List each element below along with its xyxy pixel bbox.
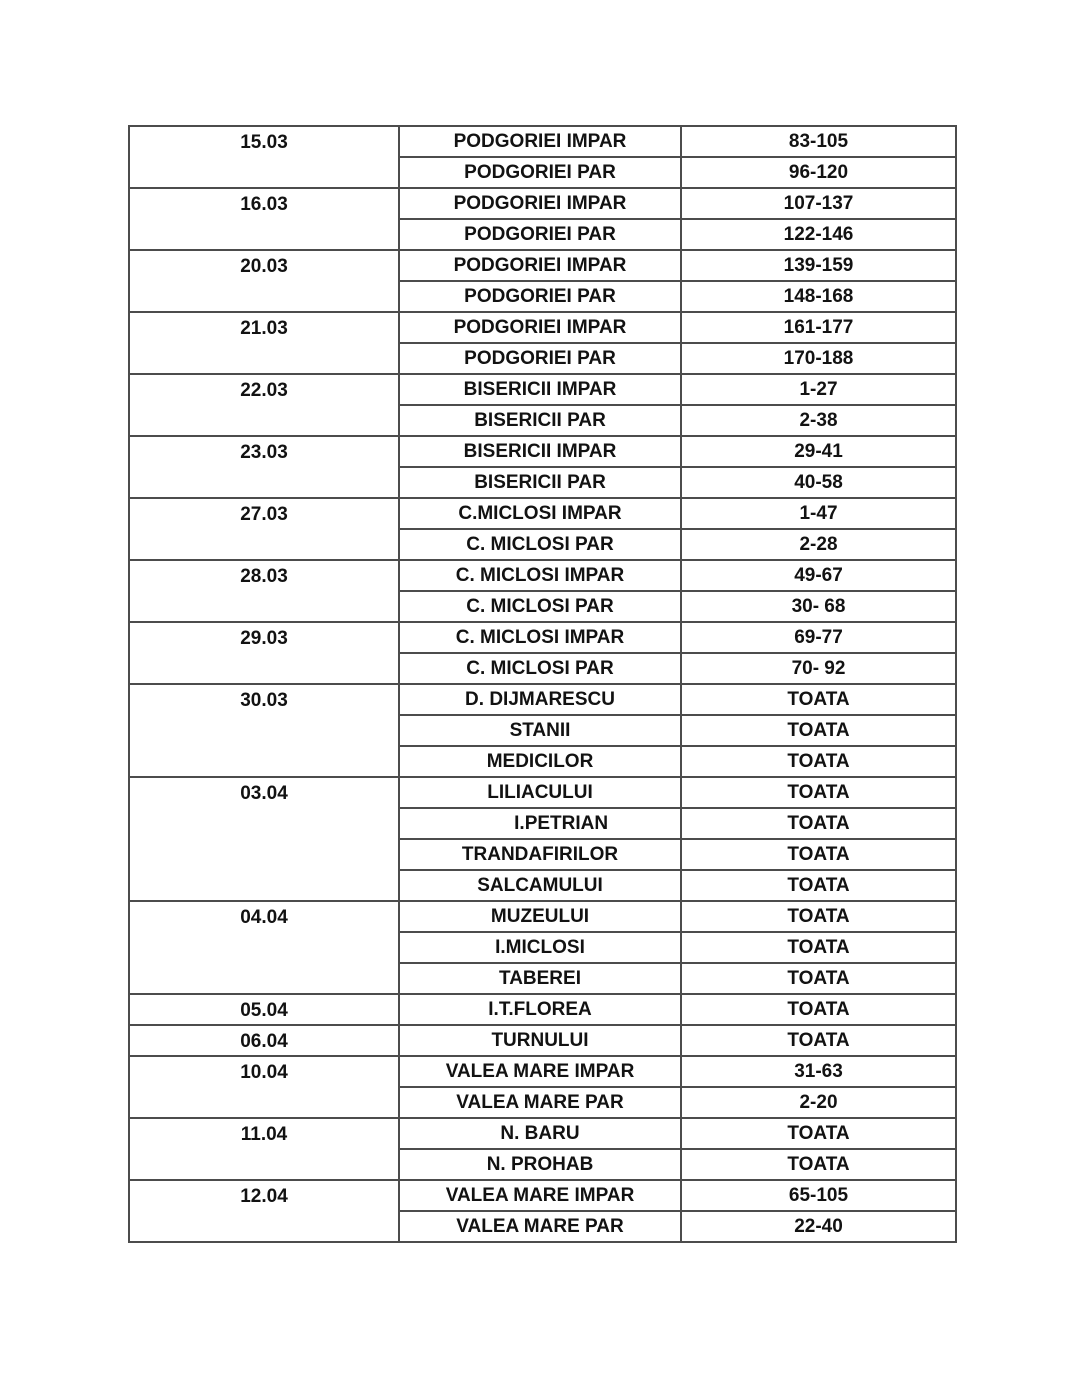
street-cell: PODGORIEI IMPAR: [399, 126, 681, 157]
street-cell: PODGORIEI PAR: [399, 343, 681, 374]
range-cell: TOATA: [681, 839, 956, 870]
street-cell: N. BARU: [399, 1118, 681, 1149]
date-cell: 21.03: [129, 312, 399, 374]
table-row: [129, 622, 956, 653]
range-cell: 31-63: [681, 1056, 956, 1087]
table-row: [129, 1118, 956, 1149]
range-cell: 107-137: [681, 188, 956, 219]
table-row: [129, 684, 956, 715]
street-cell: C. MICLOSI PAR: [399, 653, 681, 684]
table-row: [129, 188, 956, 219]
street-cell: PODGORIEI IMPAR: [399, 188, 681, 219]
date-cell: 29.03: [129, 622, 399, 684]
range-cell: 161-177: [681, 312, 956, 343]
street-cell: TABEREI: [399, 963, 681, 994]
range-cell: 83-105: [681, 126, 956, 157]
street-cell: LILIACULUI: [399, 777, 681, 808]
street-cell: C. MICLOSI PAR: [399, 591, 681, 622]
date-cell: 22.03: [129, 374, 399, 436]
range-cell: TOATA: [681, 1025, 956, 1056]
street-cell: VALEA MARE PAR: [399, 1087, 681, 1118]
street-cell: TRANDAFIRILOR: [399, 839, 681, 870]
range-cell: 96-120: [681, 157, 956, 188]
date-cell: 27.03: [129, 498, 399, 560]
street-cell: I.MICLOSI: [399, 932, 681, 963]
date-cell: 12.04: [129, 1180, 399, 1242]
date-cell: 30.03: [129, 684, 399, 777]
street-cell: MEDICILOR: [399, 746, 681, 777]
range-cell: TOATA: [681, 932, 956, 963]
date-cell: 05.04: [129, 994, 399, 1025]
street-cell: MUZEULUI: [399, 901, 681, 932]
range-cell: TOATA: [681, 870, 956, 901]
street-cell: C. MICLOSI IMPAR: [399, 560, 681, 591]
street-cell: PODGORIEI PAR: [399, 219, 681, 250]
street-cell: BISERICII PAR: [399, 467, 681, 498]
street-cell: BISERICII IMPAR: [399, 374, 681, 405]
date-cell: 06.04: [129, 1025, 399, 1056]
street-cell: TURNULUI: [399, 1025, 681, 1056]
street-cell: C. MICLOSI PAR: [399, 529, 681, 560]
table-row: [129, 1056, 956, 1087]
date-cell: 28.03: [129, 560, 399, 622]
range-cell: TOATA: [681, 777, 956, 808]
schedule-table-body: [129, 126, 956, 1242]
street-cell: D. DIJMARESCU: [399, 684, 681, 715]
table-row: [129, 374, 956, 405]
street-cell: N. PROHAB: [399, 1149, 681, 1180]
street-cell: VALEA MARE IMPAR: [399, 1056, 681, 1087]
range-cell: 1-47: [681, 498, 956, 529]
range-cell: TOATA: [681, 963, 956, 994]
date-cell: 16.03: [129, 188, 399, 250]
range-cell: 29-41: [681, 436, 956, 467]
street-cell: PODGORIEI PAR: [399, 281, 681, 312]
table-row: [129, 1180, 956, 1211]
table-row: [129, 901, 956, 932]
street-cell: BISERICII IMPAR: [399, 436, 681, 467]
street-cell: I.PETRIAN: [399, 808, 681, 839]
range-cell: 122-146: [681, 219, 956, 250]
range-cell: 139-159: [681, 250, 956, 281]
street-cell: VALEA MARE IMPAR: [399, 1180, 681, 1211]
range-cell: 30- 68: [681, 591, 956, 622]
street-cell: BISERICII PAR: [399, 405, 681, 436]
range-cell: TOATA: [681, 746, 956, 777]
date-cell: 11.04: [129, 1118, 399, 1180]
date-cell: 23.03: [129, 436, 399, 498]
street-cell: VALEA MARE PAR: [399, 1211, 681, 1242]
range-cell: 2-28: [681, 529, 956, 560]
range-cell: TOATA: [681, 994, 956, 1025]
table-row: [129, 777, 956, 808]
range-cell: 49-67: [681, 560, 956, 591]
date-cell: 15.03: [129, 126, 399, 188]
range-cell: 65-105: [681, 1180, 956, 1211]
street-cell: C.MICLOSI IMPAR: [399, 498, 681, 529]
street-cell: STANII: [399, 715, 681, 746]
date-cell: 10.04: [129, 1056, 399, 1118]
table-row: [129, 560, 956, 591]
range-cell: TOATA: [681, 715, 956, 746]
range-cell: 70- 92: [681, 653, 956, 684]
street-cell: PODGORIEI IMPAR: [399, 312, 681, 343]
date-cell: 04.04: [129, 901, 399, 994]
street-cell: PODGORIEI PAR: [399, 157, 681, 188]
street-cell: PODGORIEI IMPAR: [399, 250, 681, 281]
street-cell: SALCAMULUI: [399, 870, 681, 901]
table-row: [129, 436, 956, 467]
table-row: [129, 250, 956, 281]
street-cell: I.T.FLOREA: [399, 994, 681, 1025]
table-row: [129, 994, 956, 1025]
range-cell: TOATA: [681, 1149, 956, 1180]
range-cell: 69-77: [681, 622, 956, 653]
range-cell: TOATA: [681, 1118, 956, 1149]
date-cell: 03.04: [129, 777, 399, 901]
table-row: [129, 312, 956, 343]
range-cell: TOATA: [681, 684, 956, 715]
schedule-table: [128, 125, 957, 1243]
street-cell: C. MICLOSI IMPAR: [399, 622, 681, 653]
range-cell: TOATA: [681, 901, 956, 932]
range-cell: 22-40: [681, 1211, 956, 1242]
table-row: [129, 498, 956, 529]
date-cell: 20.03: [129, 250, 399, 312]
range-cell: TOATA: [681, 808, 956, 839]
table-row: [129, 1025, 956, 1056]
range-cell: 148-168: [681, 281, 956, 312]
range-cell: 1-27: [681, 374, 956, 405]
range-cell: 170-188: [681, 343, 956, 374]
range-cell: 2-20: [681, 1087, 956, 1118]
table-row: [129, 126, 956, 157]
range-cell: 2-38: [681, 405, 956, 436]
range-cell: 40-58: [681, 467, 956, 498]
